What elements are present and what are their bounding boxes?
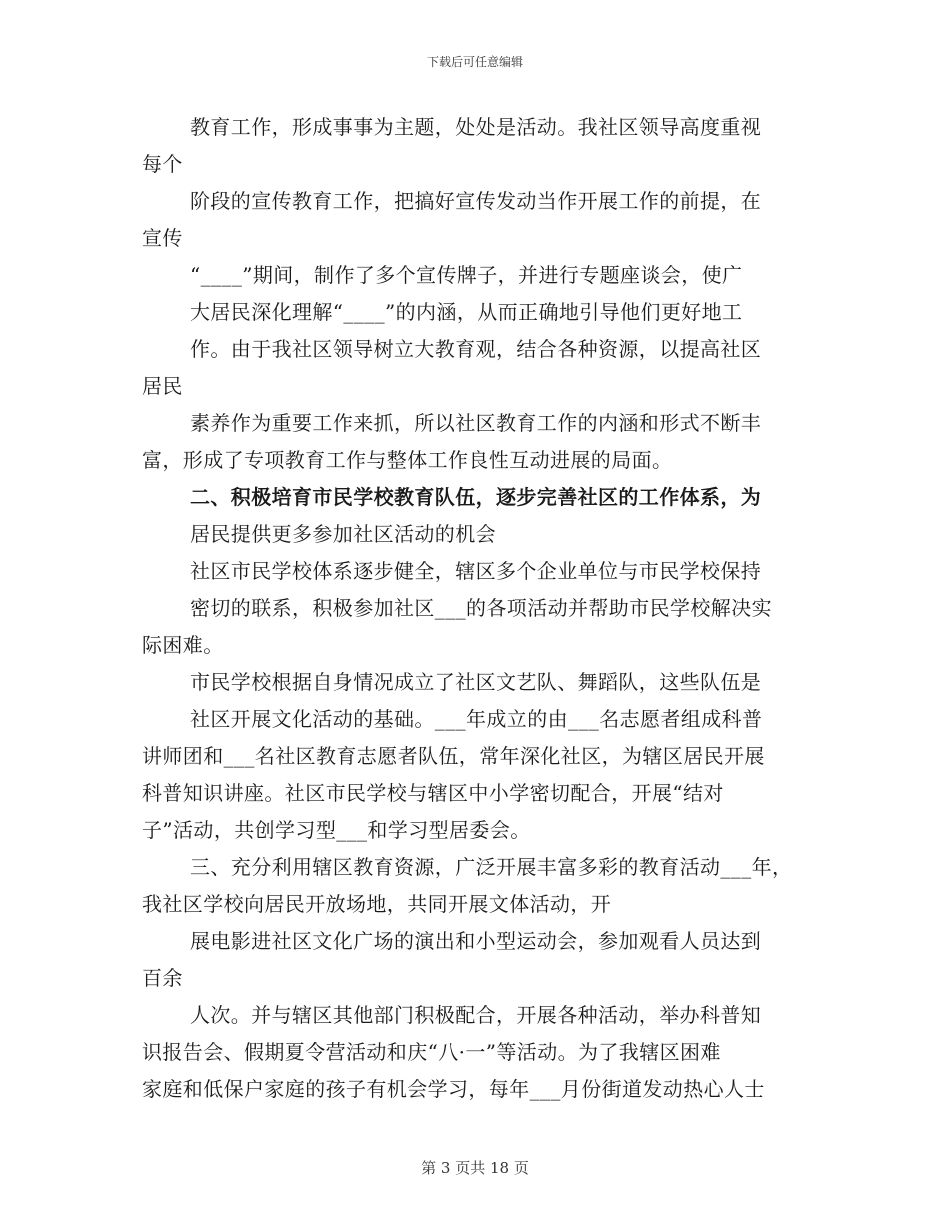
body-line: 家庭和低保户家庭的孩子有机会学习，每年___月份街道发动热心人士 [142, 1077, 765, 1101]
body-line: 子”活动，共创学习型___和学习型居委会。 [142, 818, 531, 842]
body-line: 大居民深化理解“____”的内涵，从而正确地引导他们更好地工 [190, 300, 743, 324]
body-line: 宣传 [142, 226, 183, 250]
body-line: 居民提供更多参加社区活动的机会 [190, 522, 496, 546]
body-line: “____”期间，制作了多个宣传牌子，并进行专题座谈会，使广 [190, 263, 743, 287]
body-line: 识报告会、假期夏令营活动和庆“八·一”等活动。为了我辖区困难 [142, 1040, 721, 1064]
page-footer: 第 3 页共 18 页 [421, 1159, 529, 1177]
body-line: 作。由于我社区领导树立大教育观，结合各种资源，以提高社区 [190, 337, 762, 361]
body-line: 每个 [142, 152, 183, 176]
body-line: 际困难。 [142, 633, 224, 657]
body-line: 科普知识讲座。社区市民学校与辖区中小学密切配合，开展“结对 [142, 781, 724, 805]
body-line: 展电影进社区文化广场的演出和小型运动会，参加观看人员达到 [190, 929, 762, 953]
body-line: 市民学校根据自身情况成立了社区文艺队、舞蹈队，这些队伍是 [190, 670, 762, 694]
body-line: 阶段的宣传教育工作，把搞好宣传发动当作开展工作的前提，在 [190, 189, 762, 213]
page-header: 下载后可任意编辑 [426, 55, 523, 69]
section-heading: 三、充分利用辖区教育资源，广泛开展丰富多彩的教育活动___年， [190, 855, 793, 879]
body-line: 素养作为重要工作来抓，所以社区教育工作的内涵和形式不断丰 [190, 411, 762, 435]
body-line: 社区开展文化活动的基础。___年成立的由___名志愿者组成科普 [190, 707, 763, 731]
section-heading: 二、积极培育市民学校教育队伍，逐步完善社区的工作体系，为 [190, 485, 762, 509]
body-line: 我社区学校向居民开放场地，共同开展文体活动，开 [142, 892, 612, 916]
body-line: 居民 [142, 374, 183, 398]
body-line: 教育工作，形成事事为主题，处处是活动。我社区领导高度重视 [190, 115, 762, 139]
body-line: 社区市民学校体系逐步健全，辖区多个企业单位与市民学校保持 [190, 559, 762, 583]
body-line: 人次。并与辖区其他部门积极配合，开展各种活动，举办科普知 [190, 1003, 762, 1027]
body-line: 富，形成了专项教育工作与整体工作良性互动进展的局面。 [142, 448, 673, 472]
body-line: 讲师团和___名社区教育志愿者队伍，常年深化社区，为辖区居民开展 [142, 744, 765, 768]
body-line: 百余 [142, 966, 183, 990]
body-line: 密切的联系，积极参加社区___的各项活动并帮助市民学校解决实 [190, 596, 772, 620]
